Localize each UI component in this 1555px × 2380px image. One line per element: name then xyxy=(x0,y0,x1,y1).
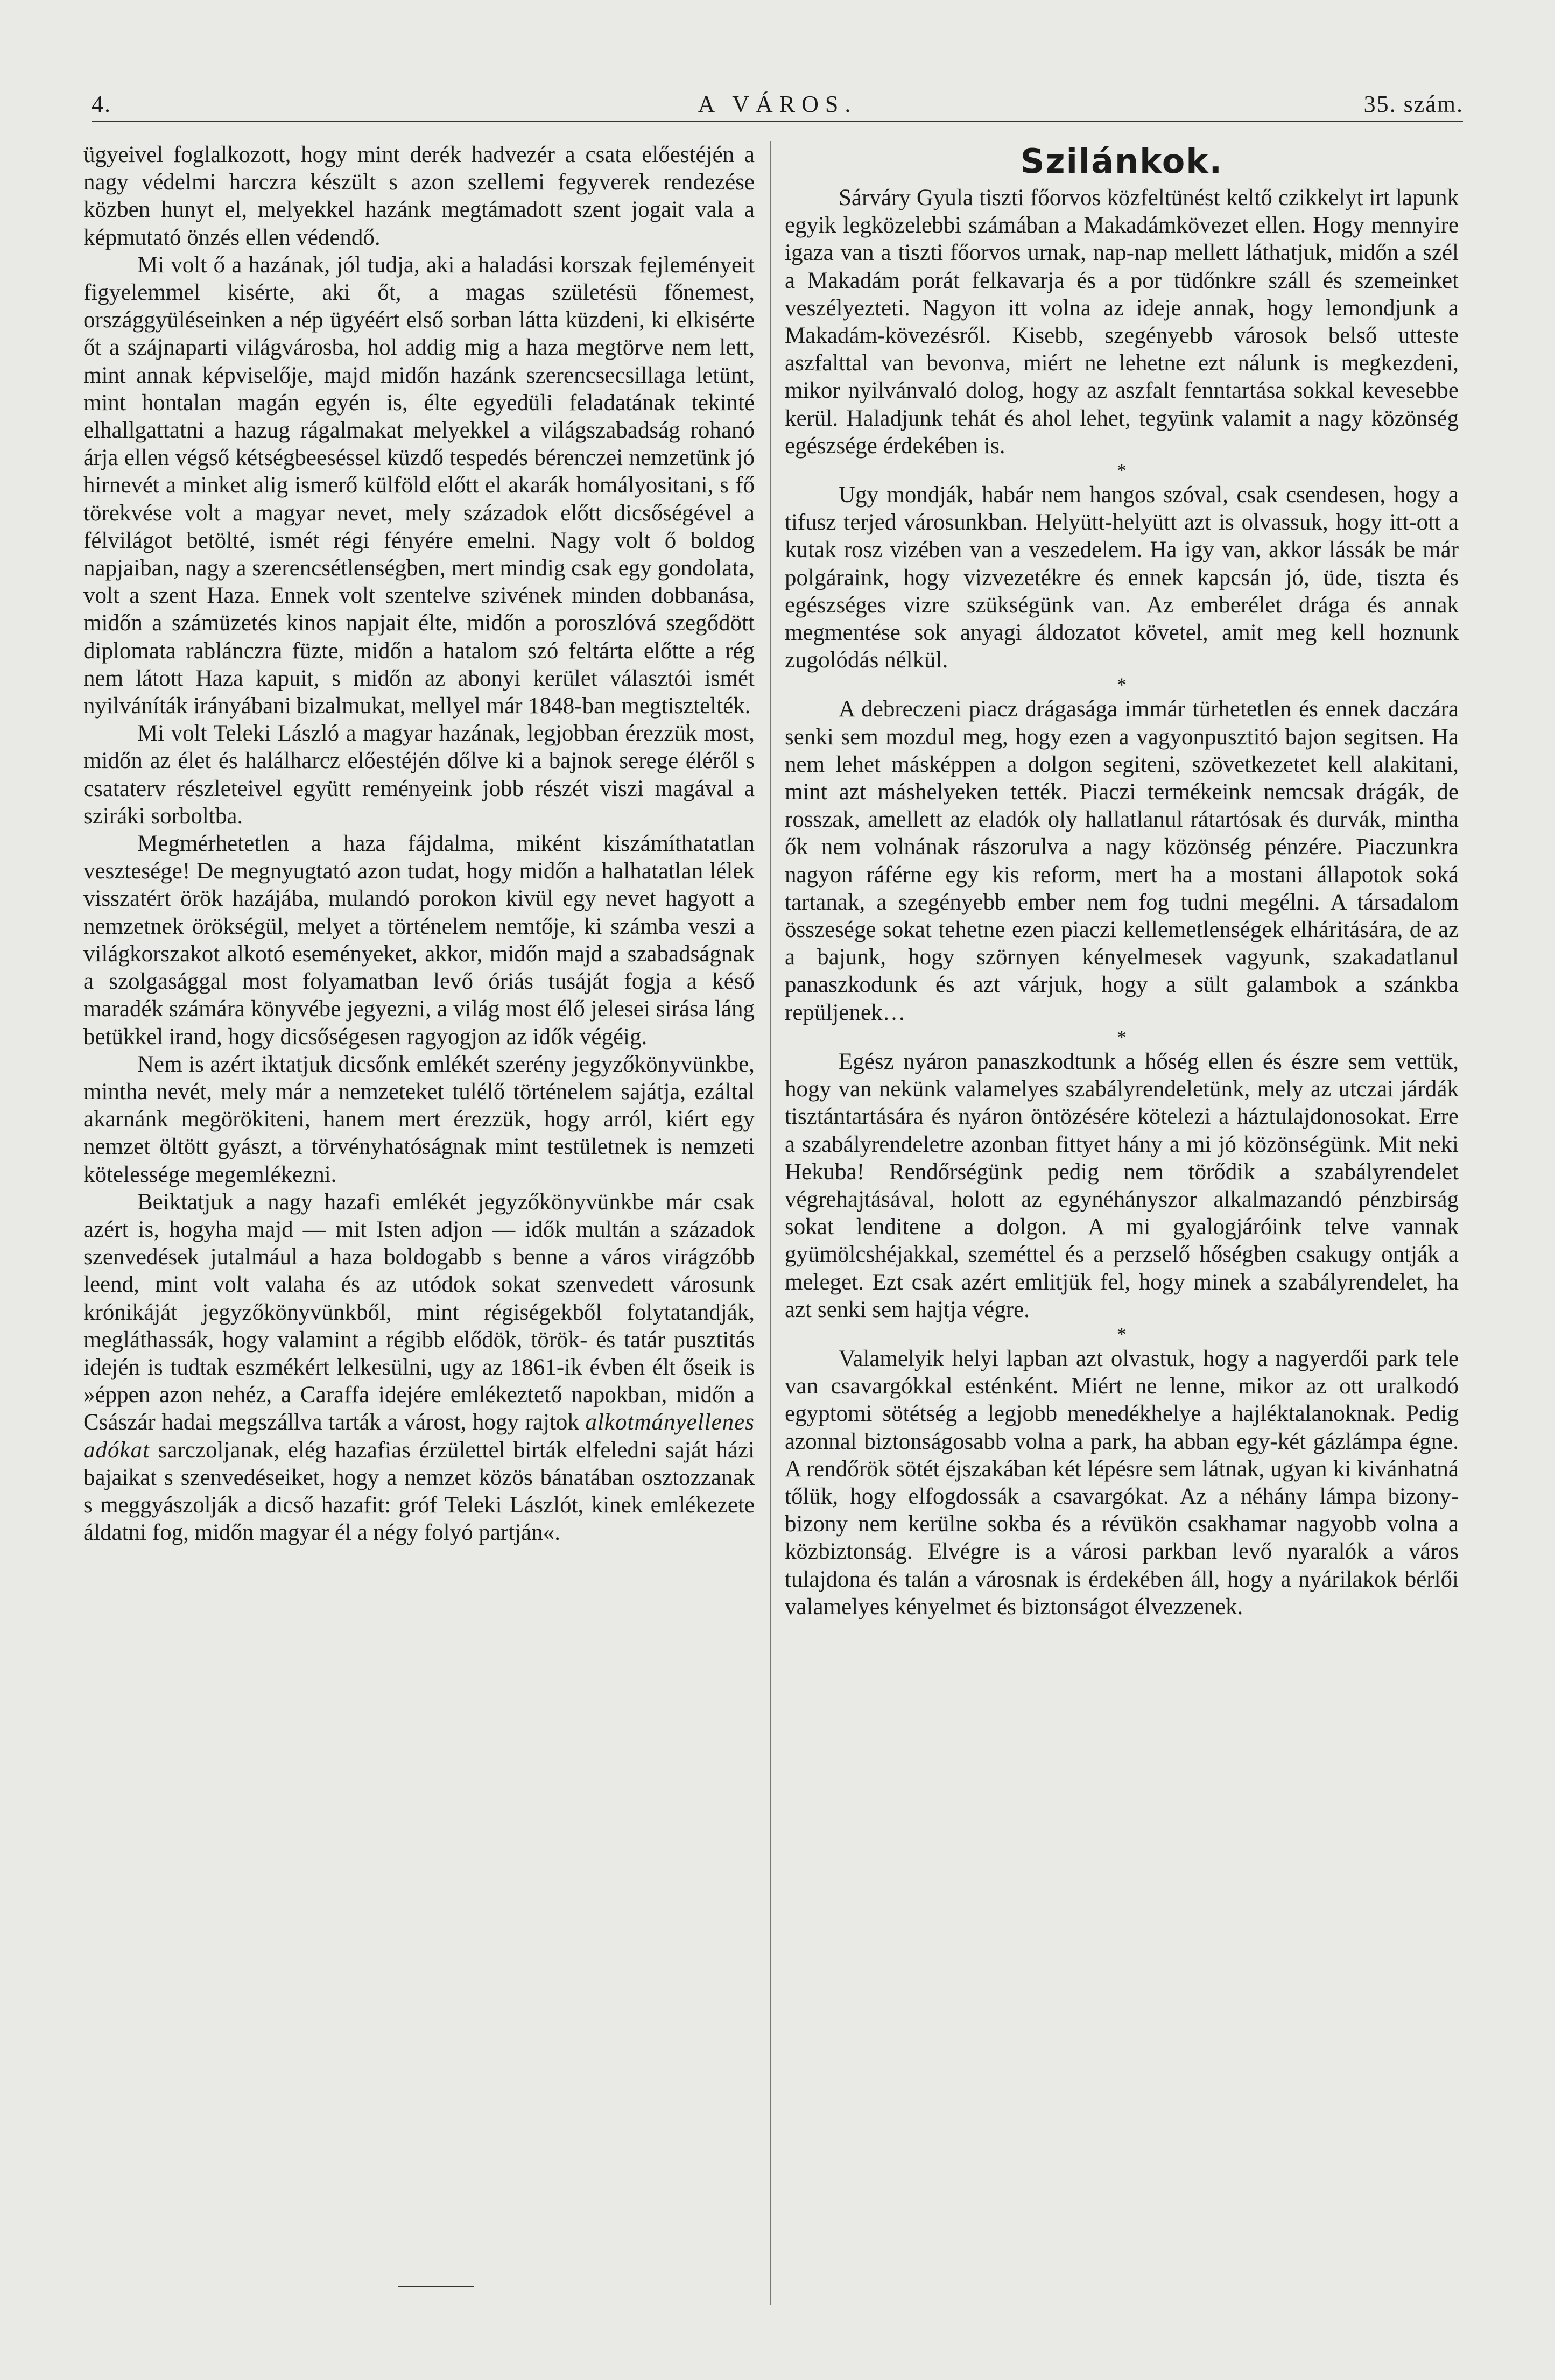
column-divider xyxy=(770,141,771,2305)
separator-star: * xyxy=(1117,1323,1127,1345)
paragraph: Mi volt ő a hazának, jól tudja, aki a haladási korszak fejleményeit figyelemmel kisérte, aki őt, a magas születésü főnemest, országgyüléseinken a nép ügyéért első sorban látta küzdeni, ki elkisérte őt a szájnaparti világvárosba, hol addig mig a haza megtörve nem lett, mint annak képviselője, majd midőn hazánk szerencsecsillaga letünt, mint hontalan magán egyén is, élte egyedüli feladatának tekinté elhallgattatni a hazug rágalmakat melyekkel a világszabadság rohanó árja ellen végső kétségbeeséssel küzdő tespedés bérenczei nemzetünk jó hirnevét a minket alig ismerő külföld előtt el akarák homályositani, s fő törekvése volt a magyar nevet, mely századok előtt dicsőségével a félvilágot betölté, ismét régi fényére emelni. Nagy volt ő boldog napjaiban, nagy a szerencsétlenségben, mert mindig csak egy gondolata, volt a szent Haza. Ennek volt szentelve szivének minden dobbanása, midőn a számüzetés kinos napjait élte, midőn a poroszlóvá szegődött diplomata rablánczra füzte, midőn a hatalom szó feltárta előtte a rég nem látott Haza kapuit, s midőn az abonyi kerület választói ismét nyilváníták irányábani bizalmukat, mellyel már 1848-ban megtisztelték. xyxy=(83,252,755,719)
paragraph: Nem is azért iktatjuk dicsőnk emlékét szerény jegyzőkönyvünkbe, mintha nevét, mely már a nemzeteket tulélő történelem sajátja, ezáltal akarnánk megörökiteni, hanem mert érezzük, hogy arról, kiért egy nemzet öltött gyászt, a törvényhatóságnak mint testületnek is nemzeti kötelessége megemlékezni. xyxy=(83,1051,755,1187)
newspaper-title: A VÁROS. xyxy=(698,91,857,117)
header-rule xyxy=(92,121,1463,122)
section-heading: Szilánkok. xyxy=(1020,142,1223,181)
paragraph: Sárváry Gyula tiszti főorvos közfeltünést keltő czikkelyt irt lapunk egyik legközelebbi számában a Makadámkövezet ellen. Hogy mennyire igaza van a tiszti főorvos urnak, nap-nap mellett láthatjuk, midőn a szél a Makadám porát felkavarja és a por tüdőnkre száll és szemeinket veszélyezteti. Nagyon itt volna az ideje annak, hogy lemondjunk a Makadám-kövezésről. Kisebb, szegényebb városok belső utteste aszfalttal van bevonva, miért ne lehetne ezt nálunk is megkezdeni, mikor nyilvánvaló dolog, hogy az aszfalt fenntartása sokkal kevesebbe kerül. Haladjunk tehát és ahol lehet, tegyünk valamit a nagy közönség egészsége érdekében is. xyxy=(785,185,1459,459)
paragraph: Mi volt Teleki László a magyar hazának, legjobban érezzük most, midőn az élet és halálharcz előestéjén dőlve ki a bajnok serege éléről s csataterv részleteivel együtt reményeink jobb részét viszi magával a sziráki sorboltba. xyxy=(83,721,755,829)
page-number: 4. xyxy=(92,91,111,117)
right-column xyxy=(785,141,1459,1621)
article-end-rule xyxy=(398,2286,474,2287)
paragraph: Egész nyáron panaszkodtunk a hőség ellen és észre sem vettük, hogy van nekünk valamelyes szabályrendeletünk, mely az utczai járdák tisztántartására és nyáron öntözésére kötelezi a háztulajdonosokat. Erre a szabályrendeletre azonban fittyet hány a mi jó közönségünk. Mit neki Hekuba! Rendőrségünk pedig nem törődik a szabályrendelet végrehajtásával, holott az egynéhányszor alkalmazandó pénzbirság sokat lenditene a dolgon. A mi gyalogjáróink telve vannak gyümölcshéjakkal, szeméttel és a perzselő hőségben csakugy ontják a meleget. Ezt csak azért emlitjük fel, hogy minek a szabályrendelet, ha azt senki sem hajtja végre. xyxy=(785,1048,1459,1322)
paragraph: Megmérhetetlen a haza fájdalma, miként kiszámíthatatlan vesztesége! De megnyugtató azon tudat, hogy midőn a halhatatlan lélek visszatért örök hazájába, mulandó porokon kivül egy nevet hagyott a nemzetnek örökségül, melyet a történelem nemtője, ki számba veszi a világkorszakot alkotó eseményeket, akkor, midőn majd a szabadságnak a szolgasággal most folyamatban levő óriás tusáját fogja a késő maradék számára könyvébe jegyezni, a világ most élő jelesei sirása láng betükkel irand, hogy dicsőségesen ragyogjon az idők végéig. xyxy=(83,831,755,1050)
separator-star: * xyxy=(1117,674,1127,696)
separator-star: * xyxy=(1117,460,1127,482)
paragraph: ügyeivel foglalkozott, hogy mint derék hadvezér a csata előestéjén a nagy védelmi harczra készült s azon szellemi fegyverek rendezése közben hunyt el, melyekkel hazánk megtámadott szent jogait vala a képmutató önzés ellen védendő. xyxy=(83,142,755,250)
left-column xyxy=(83,141,755,1546)
issue-number: 35. szám. xyxy=(1363,91,1463,117)
paragraph: Ugy mondják, habár nem hangos szóval, csak csendesen, hogy a tifusz terjed városunkban. Helyütt-helyütt azt is olvassuk, hogy itt-ott a kutak rosz vizében van a veszedelem. Ha igy van, akkor lássák be már polgáraink, hogy vizvezetékre és ennek kapcsán jó, üde, tiszta és egészséges vizre szükségünk van. Az emberélet drága és annak megmentése sok anyagi áldozatot követel, amit meg kell hoznunk zugolódás nélkül. xyxy=(785,482,1459,673)
paragraph xyxy=(83,1188,755,1547)
paragraph: A debreczeni piacz drágasága immár türhetetlen és ennek daczára senki sem mozdul meg, hogy ezen a vagyonpusztitó bajon segitsen. Ha nem lehet másképpen a dolgon segiteni, szövetkezetet kell alakitani, mint azt máshelyeken tették. Piaczi termékeink nemcsak drágák, de rosszak, amellett az eladók oly hallatlanul rátartósak és durvák, mintha ők nem volnának rászorulva a nagy közönség pénzére. Piaczunkra nagyon ráférne egy kis reform, mert ha a mostani állapotok soká tartanak, a szegényebb ember nem fog tudni megélni. A társadalom összesége sokat tehetne ezen piaczi kellemetlenségek elháritására, de az a bajunk, hogy szörnyen kényelmesek vagyunk, szakadatlanul panaszkodunk és azt várjuk, hogy a sült galambok a szánkba repüljenek… xyxy=(785,696,1459,1025)
running-head xyxy=(92,90,1463,128)
paragraph-text: Beiktatjuk a nagy hazafi emlékét jegyzőkönyvünkbe már csak azért is, hogyha majd — mit Isten adjon — idők multán a századok szenvedések jutalmául a haza boldogabb s benne a város virágzóbb leend, mint volt valaha és az utódok sokat szenvedett városunk krónikáját jegyzőkönyvünkből, mint régiségekből folytatandják, megláthassák, hogy valamint a régibb elődök, török- és tatár pusztitás idején is tudtak eszmékért lelkesülni, ugy az 1861-ik évben élt őseik is »éppen azon nehéz, a Caraffa idejére emlékeztető napokban, midőn a Császár hadai megszállva tarták a várost, hogy rajtok xyxy=(83,1189,755,1435)
separator-star: * xyxy=(1117,1026,1127,1048)
paragraph: Valamelyik helyi lapban azt olvastuk, hogy a nagyerdői park tele van csavargókkal esténként. Miért ne lenne, mikor az ott uralkodó egyptomi sötétség a legjobb menedékhelye a hajléktalanoknak. Pedig azonnal biztonságosabb volna a park, ha abban egy-két gázlámpa égne. A rendőrök sötét éjszakában két lépésre sem látnak, ugyan ki kivánhatná tőlük, hogy elfogdossák a csavargókat. Az a néhány lámpa bizony-bizony nem kerülne sokba és a révükön csakhamar nagyobb volna a közbiztonság. Elvégre is a városi parkban levő nyaralók a város tulajdona és talán a városnak is érdekében áll, hogy a nyárilakok bérlői valamelyes kényelmet és biztonságot élvezzenek. xyxy=(785,1346,1459,1619)
paragraph-text: sarczoljanak, elég hazafias érzülettel birták elfeledni saját házi bajaikat s szenvedéseiket, hogy a nemzet közös bánatában osztozzanak s meggyászolják a dicső hazafit: gróf Teleki Lászlót, kinek emlékezete áldatni fog, midőn magyar él a négy folyó partján«. xyxy=(83,1437,755,1546)
emphasized-text: alkotmányellenes adókat xyxy=(83,1410,755,1463)
